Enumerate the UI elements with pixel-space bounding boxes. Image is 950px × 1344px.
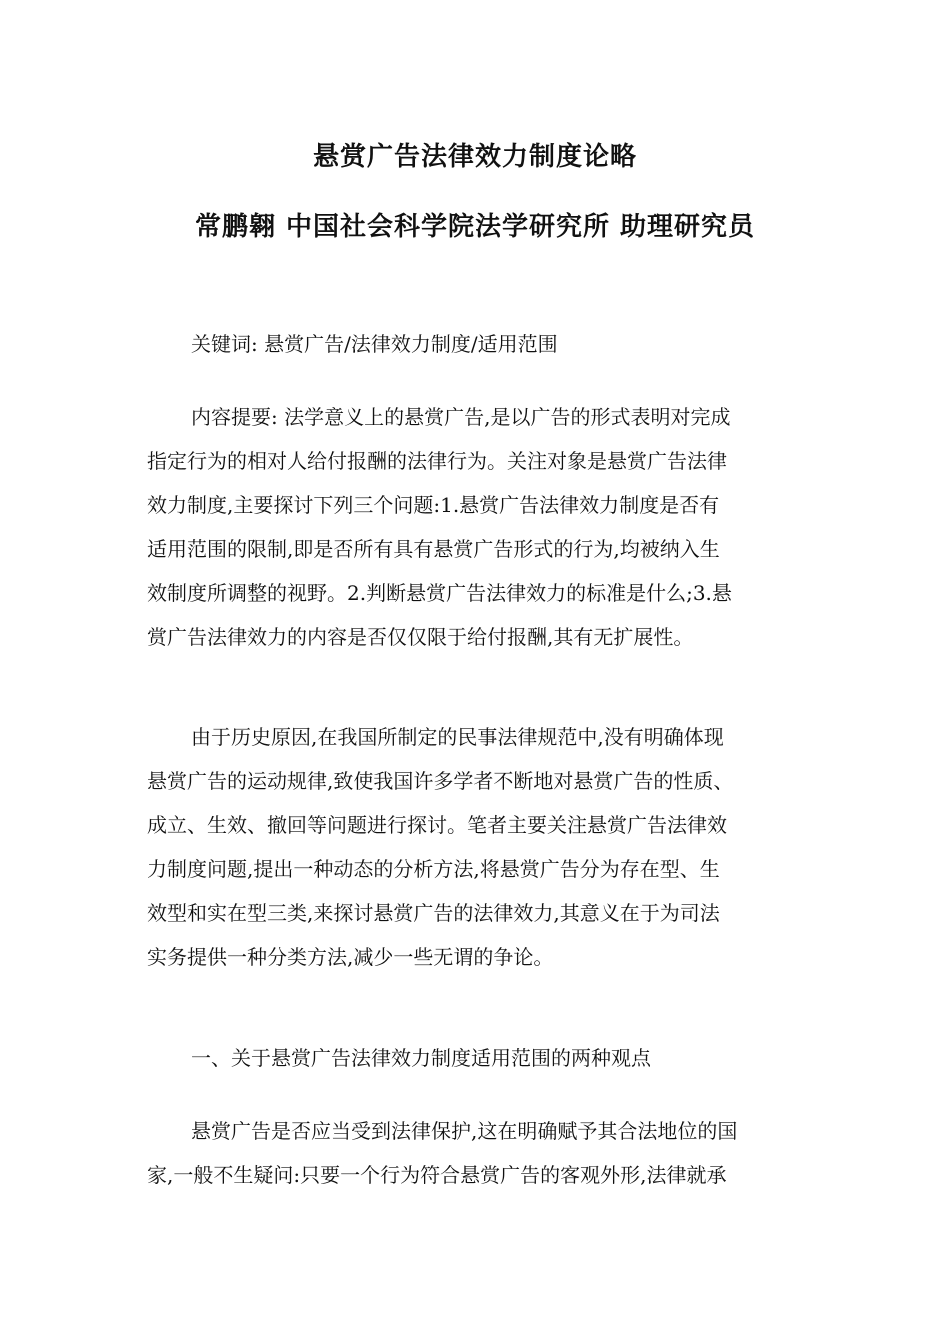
abstract-line: 效力制度,主要探讨下列三个问题:1.悬赏广告法律效力制度是否有: [147, 493, 720, 517]
section-heading-block: [147, 1036, 807, 1080]
intro-line: 效型和实在型三类,来探讨悬赏广告的法律效力,其意义在于为司法: [147, 901, 720, 925]
abstract-line: 效制度所调整的视野。2.判断悬赏广告法律效力的标准是什么;3.悬: [147, 581, 732, 605]
paper-title: 悬赏广告法律效力制度论略: [312, 142, 637, 172]
intro-paragraph: [147, 715, 807, 979]
section-heading: 一、关于悬赏广告法律效力制度适用范围的两种观点: [191, 1046, 651, 1070]
intro-line: 成立、生效、撤回等问题进行探讨。笔者主要关注悬赏广告法律效: [147, 813, 727, 837]
abstract-line: 赏广告法律效力的内容是否仅仅限于给付报酬,其有无扩展性。: [147, 625, 694, 649]
keywords-paragraph: [147, 322, 807, 366]
body-line: 家,一般不生疑问:只要一个行为符合悬赏广告的客观外形,法律就承: [147, 1163, 727, 1187]
body-line: 悬赏广告是否应当受到法律保护,这在明确赋予其合法地位的国: [191, 1119, 738, 1143]
intro-line: 实务提供一种分类方法,减少一些无谓的争论。: [147, 945, 554, 969]
keywords-line: 关键词: 悬赏广告/法律效力制度/适用范围: [191, 332, 558, 356]
author-line: 常鹏翱 中国社会科学院法学研究所 助理研究员: [194, 212, 756, 242]
intro-line: 悬赏广告的运动规律,致使我国许多学者不断地对悬赏广告的性质、: [147, 769, 734, 793]
abstract-paragraph: [147, 395, 807, 659]
abstract-line: 适用范围的限制,即是否所有具有悬赏广告形式的行为,均被纳入生: [147, 537, 720, 561]
body-paragraph: [147, 1109, 807, 1197]
abstract-line: 指定行为的相对人给付报酬的法律行为。关注对象是悬赏广告法律: [147, 449, 727, 473]
intro-line: 力制度问题,提出一种动态的分析方法,将悬赏广告分为存在型、生: [147, 857, 720, 881]
abstract-line: 内容提要: 法学意义上的悬赏广告,是以广告的形式表明对完成: [191, 405, 731, 429]
intro-line: 由于历史原因,在我国所制定的民事法律规范中,没有明确体现: [191, 725, 724, 749]
